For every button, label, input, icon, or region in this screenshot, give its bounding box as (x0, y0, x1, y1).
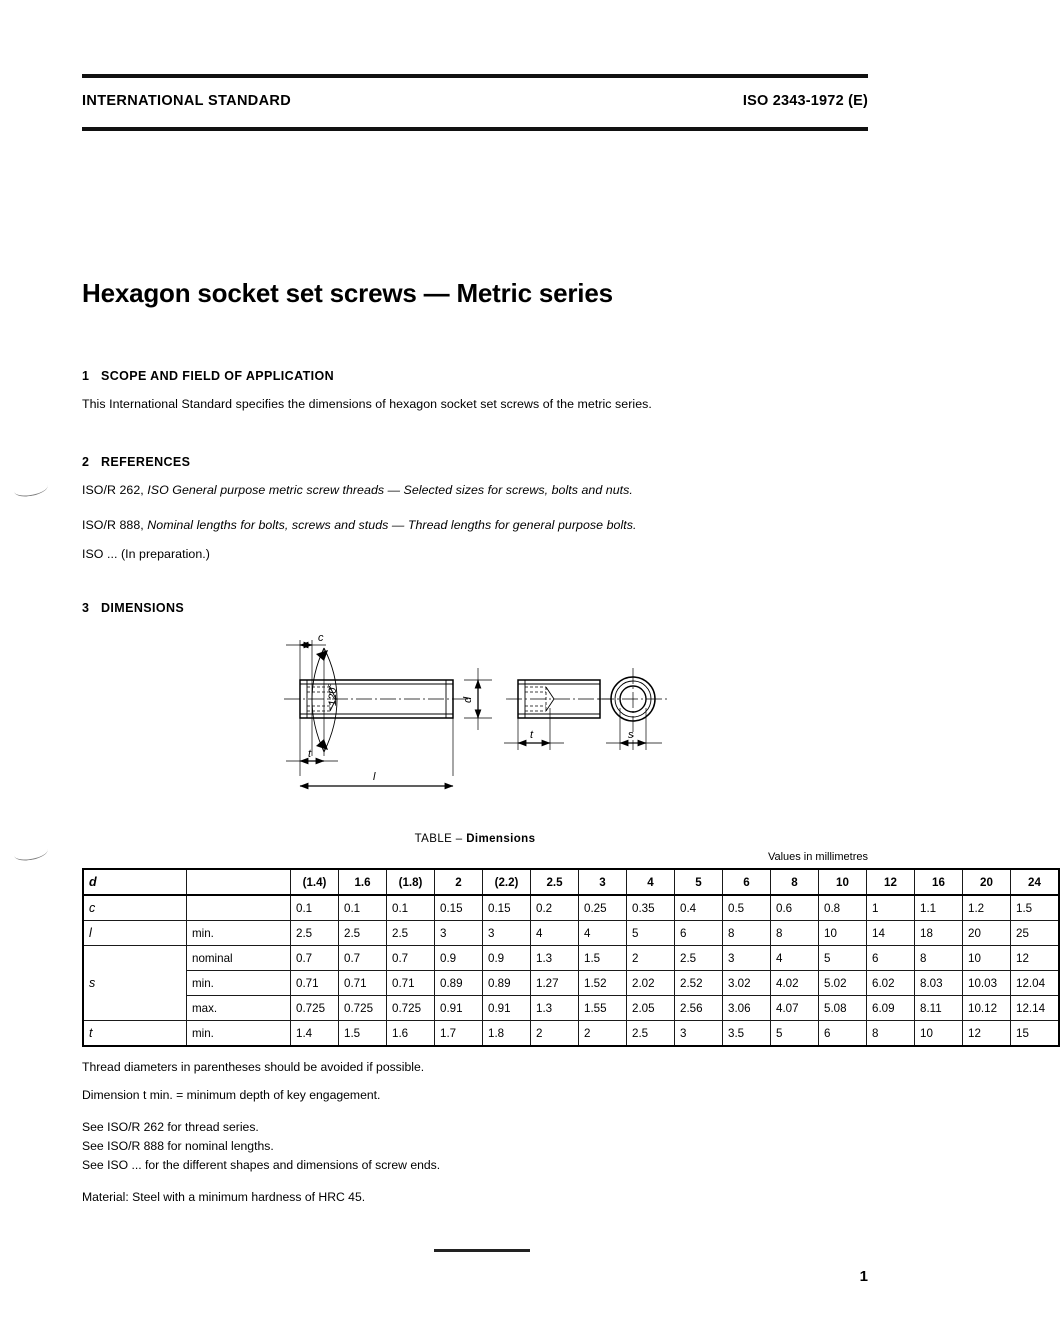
table-cell: 5 (819, 946, 867, 971)
table-cell: 8 (771, 869, 819, 895)
table-cell: 0.25 (579, 895, 627, 921)
drawing-label-chamfer: c (318, 632, 324, 644)
header-standard-number: ISO 2343-1972 (E) (742, 93, 868, 109)
drawing-label-cone-angle: 120° (327, 683, 339, 706)
header-rule-top (82, 74, 868, 78)
table-row-symbol: d (83, 869, 187, 895)
table-cell: 0.725 (291, 996, 339, 1021)
table-cell: 8 (915, 946, 963, 971)
table-cell: 0.91 (483, 996, 531, 1021)
drawing-label-diameter: d (462, 696, 474, 703)
table-cell: 0.8 (819, 895, 867, 921)
note-material: Material: Steel with a minimum hardness of HRC 45. (82, 1190, 366, 1204)
table-caption-title: Dimensions (466, 833, 536, 845)
table-cell: 1.4 (291, 1021, 339, 1047)
dimensions-table-wrapper (82, 868, 1046, 1047)
table-cell: 12 (1011, 946, 1060, 971)
table-cell: 2 (627, 946, 675, 971)
table-cell: 3 (723, 946, 771, 971)
reference-item (82, 547, 210, 561)
header-title-left: INTERNATIONAL STANDARD (82, 93, 292, 109)
table-cell: 25 (1011, 921, 1060, 946)
table-cell: 2.05 (627, 996, 675, 1021)
set-screw-technical-drawing (278, 628, 668, 803)
table-cell: 0.725 (387, 996, 435, 1021)
table-cell: 1.5 (1011, 895, 1060, 921)
table-cell: 10 (963, 946, 1011, 971)
table-row-qualifier: max. (187, 996, 291, 1021)
table-cell: (1.8) (387, 869, 435, 895)
reference-code: ISO/R 262, (82, 483, 148, 497)
table-cell: 3 (675, 1021, 723, 1047)
drawing-label-socket: s (628, 729, 634, 741)
table-cell: 0.9 (483, 946, 531, 971)
table-cell: 2 (435, 869, 483, 895)
note-see-iso-262: See ISO/R 262 for thread series. (82, 1120, 259, 1134)
reference-code: ISO ... (In preparation.) (82, 547, 210, 561)
table-cell: 1.55 (579, 996, 627, 1021)
reference-title: ISO General purpose metric screw threads — Selected sizes for screws, bolts and nuts. (147, 483, 633, 497)
table-cell: 2.02 (627, 971, 675, 996)
table-cell: 2.5 (627, 1021, 675, 1047)
table-cell: 8 (771, 921, 819, 946)
table-cell: 4.07 (771, 996, 819, 1021)
table-cell: 0.89 (435, 971, 483, 996)
table-cell: 1.5 (339, 1021, 387, 1047)
table-cell: 3 (435, 921, 483, 946)
table-cell: 4.02 (771, 971, 819, 996)
table-cell: 5 (627, 921, 675, 946)
table-cell: 1.52 (579, 971, 627, 996)
table-cell: 10 (915, 1021, 963, 1047)
table-cell: 2.5 (339, 921, 387, 946)
table-cell: 3 (483, 921, 531, 946)
table-cell: 18 (915, 921, 963, 946)
reference-item (82, 483, 633, 497)
table-cell: 0.91 (435, 996, 483, 1021)
table-cell: 1.8 (483, 1021, 531, 1047)
table-cell: 8.11 (915, 996, 963, 1021)
table-caption-prefix: TABLE – (414, 833, 467, 845)
table-cell: 10.03 (963, 971, 1011, 996)
table-row-qualifier: min. (187, 921, 291, 946)
table-cell: 0.725 (339, 996, 387, 1021)
table-cell: 0.71 (387, 971, 435, 996)
table-cell: 4 (531, 921, 579, 946)
table-row-qualifier (187, 895, 291, 921)
note-see-iso-888: See ISO/R 888 for nominal lengths. (82, 1139, 274, 1153)
table-cell: 12 (963, 1021, 1011, 1047)
table-cell: 1.27 (531, 971, 579, 996)
table-cell: 0.4 (675, 895, 723, 921)
table-cell: 4 (579, 921, 627, 946)
table-cell: 10.12 (963, 996, 1011, 1021)
table-cell: 8 (867, 1021, 915, 1047)
table-row (83, 921, 1059, 946)
table-cell: 20 (963, 921, 1011, 946)
table-cell: 10 (819, 869, 867, 895)
table-row (83, 946, 1059, 971)
table-cell: 0.15 (435, 895, 483, 921)
table-cell: 2 (531, 1021, 579, 1047)
section-heading-scope: 1 SCOPE AND FIELD OF APPLICATION (82, 369, 335, 383)
note-depth-definition: Dimension t min. = minimum depth of key engagement. (82, 1088, 381, 1102)
table-row-qualifier: min. (187, 1021, 291, 1047)
table-row-symbol: c (83, 895, 187, 921)
table-cell: 2.5 (531, 869, 579, 895)
table-cell: 2.5 (387, 921, 435, 946)
table-cell: 3.02 (723, 971, 771, 996)
table-cell: 5 (771, 1021, 819, 1047)
table-cell: 3 (579, 869, 627, 895)
table-cell: 0.35 (627, 895, 675, 921)
table-cell: 6 (723, 869, 771, 895)
table-cell: 1.3 (531, 996, 579, 1021)
section-heading-references: 2 REFERENCES (82, 455, 191, 469)
scan-artifact-mark (13, 843, 48, 861)
note-parentheses: Thread diameters in parentheses should be avoided if possible. (82, 1060, 425, 1074)
table-cell: 5 (675, 869, 723, 895)
table-cell: 6 (819, 1021, 867, 1047)
table-cell: 2.5 (675, 946, 723, 971)
table-cell: 6 (675, 921, 723, 946)
table-cell: 0.89 (483, 971, 531, 996)
table-row-symbol: s (83, 971, 187, 996)
table-cell: 24 (1011, 869, 1060, 895)
table-row (83, 971, 1059, 996)
table-cell: 3.06 (723, 996, 771, 1021)
table-row-symbol (83, 996, 187, 1021)
table-cell: 1.6 (339, 869, 387, 895)
page-title: Hexagon socket set screws — Metric series (82, 278, 613, 308)
table-cell: 6 (867, 946, 915, 971)
table-cell: 3.5 (723, 1021, 771, 1047)
table-row-qualifier (187, 869, 291, 895)
table-row-qualifier: nominal (187, 946, 291, 971)
table-cell: 4 (771, 946, 819, 971)
drawing-label-depth: t (308, 748, 312, 760)
note-see-iso-ends: See ISO ... for the different shapes and dimensions of screw ends. (82, 1158, 441, 1172)
table-cell: 1.7 (435, 1021, 483, 1047)
table-cell: 0.9 (435, 946, 483, 971)
table-cell: 0.7 (387, 946, 435, 971)
table-cell: 0.1 (339, 895, 387, 921)
drawing-label-length: l (373, 771, 376, 783)
table-cell: 1.5 (579, 946, 627, 971)
table-cell: 1 (867, 895, 915, 921)
table-cell: 0.71 (339, 971, 387, 996)
table-cell: (1.4) (291, 869, 339, 895)
header-rule-bottom (82, 127, 868, 131)
table-row (83, 996, 1059, 1021)
table-cell: 0.7 (339, 946, 387, 971)
table-cell: 20 (963, 869, 1011, 895)
table-cell: 2.5 (291, 921, 339, 946)
table-cell: 1.2 (963, 895, 1011, 921)
table-cell: 2 (579, 1021, 627, 1047)
table-cell: 5.02 (819, 971, 867, 996)
table-cell: 0.1 (387, 895, 435, 921)
table-row-symbol: t (83, 1021, 187, 1047)
section-heading-dimensions: 3 DIMENSIONS (82, 601, 185, 615)
footer-rule (434, 1249, 530, 1252)
table-caption (0, 833, 950, 845)
table-cell: 12.14 (1011, 996, 1060, 1021)
table-cell: 2.56 (675, 996, 723, 1021)
table-units-note: Values in millimetres (767, 851, 868, 863)
table-cell: 0.6 (771, 895, 819, 921)
table-row (83, 1021, 1059, 1047)
table-cell: 0.7 (291, 946, 339, 971)
table-cell: 2.52 (675, 971, 723, 996)
table-cell: 1.6 (387, 1021, 435, 1047)
section-paragraph-scope: This International Standard specifies the dimensions of hexagon socket set screws of the metric series. (82, 397, 652, 411)
drawing-label-depth-mid: t (530, 729, 534, 741)
table-cell: 0.15 (483, 895, 531, 921)
table-cell: 12 (867, 869, 915, 895)
table-cell: 1.1 (915, 895, 963, 921)
table-cell: 10 (819, 921, 867, 946)
table-cell: 8.03 (915, 971, 963, 996)
table-cell: 15 (1011, 1021, 1060, 1047)
table-cell: 12.04 (1011, 971, 1060, 996)
table-cell: 1.3 (531, 946, 579, 971)
reference-code: ISO/R 888, (82, 518, 148, 532)
table-row (83, 895, 1059, 921)
table-row-symbol (83, 946, 187, 971)
table-cell: 8 (723, 921, 771, 946)
table-cell: 6.02 (867, 971, 915, 996)
table-cell: 14 (867, 921, 915, 946)
table-cell: 0.1 (291, 895, 339, 921)
table-cell: 0.5 (723, 895, 771, 921)
reference-item (82, 518, 637, 532)
reference-title: Nominal lengths for bolts, screws and studs — Thread lengths for general purpose bolts. (147, 518, 637, 532)
table-row (83, 869, 1059, 895)
table-cell: 5.08 (819, 996, 867, 1021)
table-cell: 0.2 (531, 895, 579, 921)
table-cell: (2.2) (483, 869, 531, 895)
table-row-qualifier: min. (187, 971, 291, 996)
table-cell: 4 (627, 869, 675, 895)
table-cell: 16 (915, 869, 963, 895)
table-cell: 0.71 (291, 971, 339, 996)
dimensions-table (82, 868, 1060, 1047)
page-number: 1 (859, 1268, 868, 1285)
drawing-svg (278, 628, 668, 803)
table-cell: 6.09 (867, 996, 915, 1021)
table-row-symbol: l (83, 921, 187, 946)
scan-artifact-mark (13, 479, 48, 497)
